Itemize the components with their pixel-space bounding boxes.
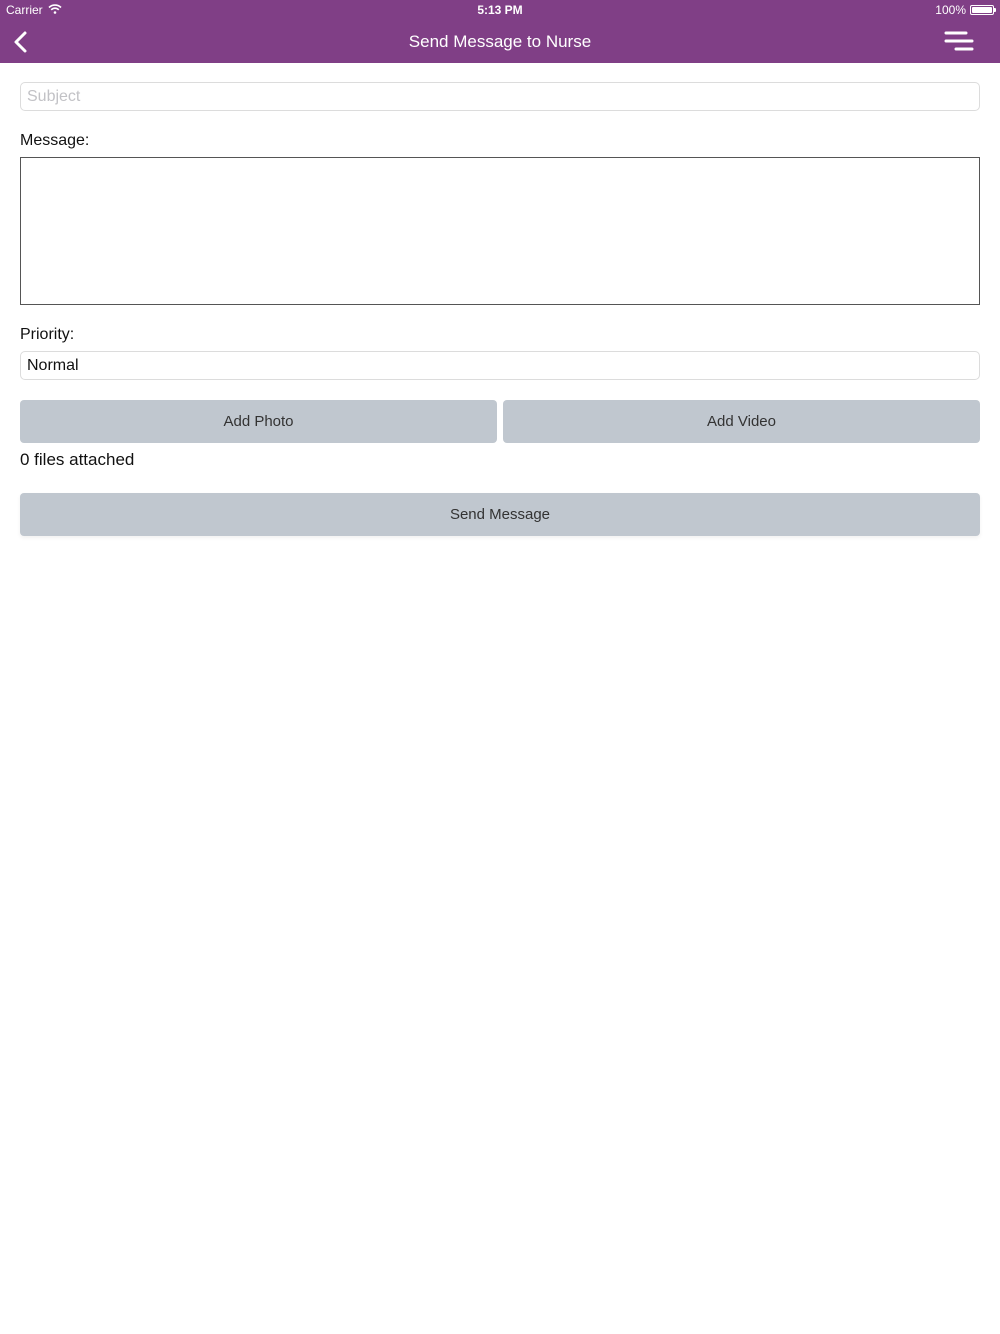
battery-percent: 100% — [935, 3, 966, 17]
send-message-button[interactable]: Send Message — [20, 493, 980, 536]
priority-label: Priority: — [20, 326, 75, 343]
files-attached-text: 0 files attached — [20, 450, 135, 469]
priority-value: Normal — [27, 356, 79, 374]
priority-select[interactable] — [20, 351, 980, 380]
subject-input[interactable] — [20, 82, 980, 111]
battery-fill — [972, 7, 992, 13]
carrier-label: Carrier — [6, 3, 43, 17]
navigation-bar — [0, 20, 1000, 63]
media-buttons — [20, 400, 980, 443]
status-time: 5:13 PM — [477, 3, 523, 17]
status-bar — [0, 0, 1000, 20]
message-label: Message: — [20, 132, 90, 149]
add-video-button[interactable]: Add Video — [503, 400, 980, 443]
battery-icon — [970, 5, 994, 15]
message-textarea[interactable] — [20, 157, 980, 305]
add-photo-button[interactable]: Add Photo — [20, 400, 497, 443]
page-title: Send Message to Nurse — [408, 32, 592, 51]
message-form — [20, 82, 980, 536]
menu-button[interactable] — [942, 28, 976, 54]
battery-indicator — [935, 3, 994, 17]
menu-icon — [942, 28, 976, 54]
